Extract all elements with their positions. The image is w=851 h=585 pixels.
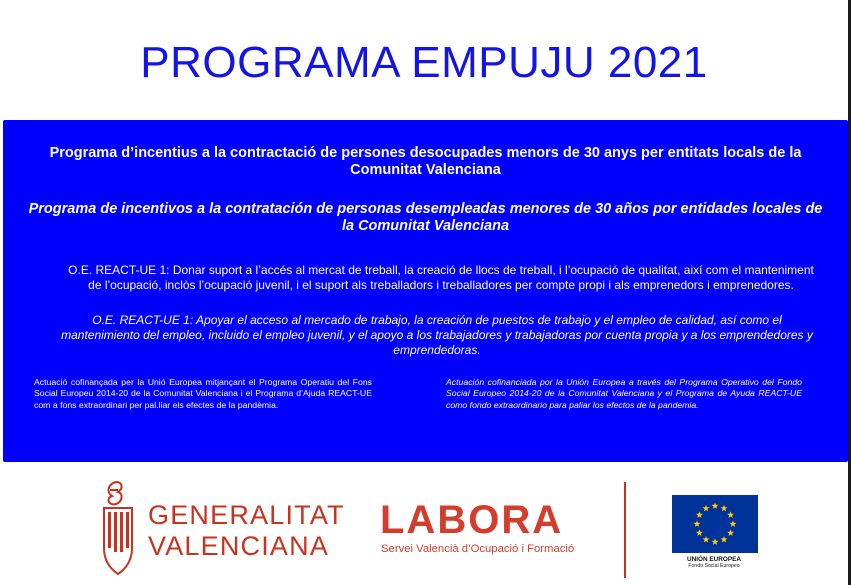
objective-spanish: O.E. REACT-UE 1: Apoyar el acceso al mercado de trabajo, la creación de puestos de trabajo y el empleo de calidad, así como el mantenimiento del empleo, incluido el empleo juvenil, y el apoyo a los trabajadores y trabajadoras por cuenta propia y a los emprendedores y emprendedoras. — [61, 313, 813, 357]
heading-catalan: Programa d’incentius a la contractació de persones desocupades menors de 30 anys per entitats locals de la Comunitat Valenciana — [49, 145, 802, 178]
generalitat-line2: VALENCIANA — [148, 531, 330, 561]
labora-subtitle: Servei Valencià d’Ocupació i Formació — [381, 543, 575, 555]
generalitat-emblem-icon — [98, 478, 138, 578]
cofinancing-note-catalan: Actuació cofinançada per la Unió Europea mitjançant el Programa Operatiu del Fons Social Europeu 2014-20 de la Comunitat Valenciana i el Programa d’Ajuda REACT-UE com a fons extraordinari per pal.liar els efectes de la pandèmia. — [34, 377, 372, 410]
eu-label: UNIÓN EUROPEA — [687, 556, 741, 563]
info-panel — [3, 120, 848, 462]
generalitat-wordmark — [148, 500, 345, 562]
objective-catalan: O.E. REACT-UE 1: Donar suport a l’accés al mercat de treball, la creació de llocs de treball, i l’ocupació de qualitat, així com el manteniment de l’ocupació, inclòs l’ocupació juvenil, i el suport als treballadors i treballadores per compte propi i als emprenedors i emprenedores. — [68, 263, 814, 292]
eu-fund-label: Fondo Social Europeo — [688, 563, 740, 569]
eu-flag-icon — [672, 495, 758, 553]
cofinancing-note-spanish: Actuación cofinanciada por la Unión Europea a través del Programa Operativo del Fondo Social Europeo 2014-20 de la Comunitat Valenciana y el Programa de Ayuda REACT-UE como fondo extraordinario para paliar los efectos de la pandemia. — [446, 377, 802, 410]
heading-spanish: Programa de incentivos a la contratación de personas desempleadas menores de 30 años por entidades locales de la Comunitat Valenciana — [28, 201, 823, 234]
logo-divider — [624, 482, 626, 578]
page-title: PROGRAMA EMPUJU 2021 — [140, 38, 708, 87]
generalitat-line1: GENERALITAT — [148, 500, 345, 530]
labora-wordmark: LABORA — [380, 498, 564, 542]
